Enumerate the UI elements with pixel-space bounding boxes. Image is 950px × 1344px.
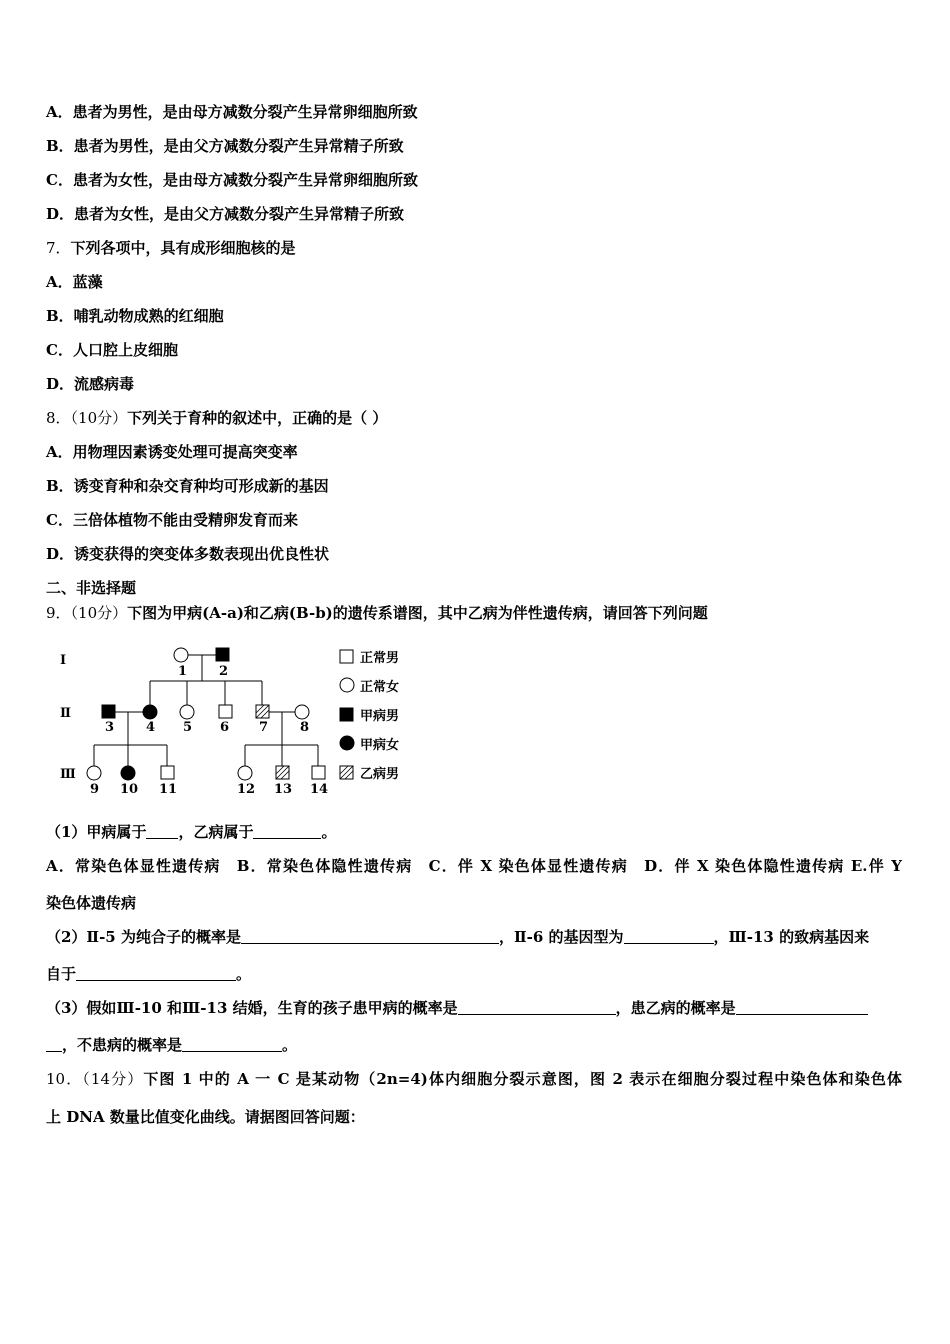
individual-number: 6 [220, 720, 230, 735]
individual-number: 1 [178, 664, 188, 679]
legend-normal-male: 正常男 [360, 651, 400, 666]
legend-affected-a-female: 甲病女 [360, 738, 400, 753]
individual-9-normal-female [87, 766, 101, 780]
q6-option-a: A．患者为男性，是由母方减数分裂产生异常卵细胞所致 [46, 103, 418, 121]
q10-stem-cont: 上 DNA 数量比值变化曲线。请据图回答问题： [46, 1108, 365, 1126]
q9-p3-text-d: 。 [282, 1036, 298, 1054]
individual-7-affected-b-male [256, 705, 269, 718]
answer-blank[interactable] [736, 998, 868, 1015]
gen-label-3: Ⅲ [60, 767, 76, 782]
q9-p2-text-e: 。 [236, 965, 252, 983]
q9-p3-text-a: （3）假如Ⅲ-10 和Ⅲ-13 结婚，生育的孩子患甲病的概率是 [46, 999, 458, 1017]
q10-stem [46, 1069, 902, 1089]
individual-number: 10 [120, 782, 139, 797]
q9-part2-cont [46, 964, 251, 984]
q9-p2-text-b: ，Ⅱ-6 的基因型为 [498, 928, 624, 946]
q9-part1-options-cont: 染色体遗传病 [46, 894, 137, 912]
q10-number: 10．（14分） [46, 1070, 144, 1088]
q8-option-c: C．三倍体植物不能由受精卵发育而来 [46, 511, 298, 529]
individual-number: 7 [259, 720, 269, 735]
q7-number: 7． [46, 239, 71, 257]
q6-option-c: C．患者为女性，是由母方减数分裂产生异常卵细胞所致 [46, 171, 418, 189]
individual-5-normal-female [180, 705, 194, 719]
individual-6-normal-male [219, 705, 232, 718]
q9-part3 [46, 998, 868, 1018]
legend-normal-male-symbol [340, 650, 353, 663]
individual-1-normal-female [174, 648, 188, 662]
q9-stem [46, 603, 708, 623]
q9-p2-text-d: 自于 [46, 965, 77, 983]
q9-p2-text-c: ，Ⅲ-13 的致病基因来 [713, 928, 870, 946]
q9-p2-text-a: （2）Ⅱ-5 为纯合子的概率是 [46, 928, 241, 946]
individual-number: 14 [310, 782, 329, 797]
individual-number: 8 [300, 720, 310, 735]
answer-blank[interactable] [146, 822, 178, 839]
q8-stem [46, 408, 387, 428]
q9-p1-text-b: ，乙病属于 [178, 823, 254, 841]
q8-number: 8．（10分） [46, 409, 128, 427]
q7-option-a: A．蓝藻 [46, 273, 103, 291]
q9-p1-text-c: 。 [321, 823, 337, 841]
individual-2-affected-a-male [216, 648, 229, 661]
individual-11-normal-male [161, 766, 174, 779]
individual-number: 4 [146, 720, 156, 735]
individual-number: 12 [237, 782, 256, 797]
q9-number: 9．（10分） [46, 604, 128, 622]
answer-blank[interactable] [624, 927, 714, 944]
answer-blank[interactable] [182, 1035, 282, 1052]
q7-option-c: C．人口腔上皮细胞 [46, 341, 178, 359]
q6-option-b: B．患者为男性，是由父方减数分裂产生异常精子所致 [46, 137, 404, 155]
legend-normal-female-symbol [340, 678, 354, 692]
gen-label-1: Ⅰ [60, 653, 67, 668]
q9-part1-options: A．常染色体显性遗传病 B．常染色体隐性遗传病 C．伴 X 染色体显性遗传病 D．伴 X 染色体隐性遗传病 E.伴 Y [46, 857, 902, 875]
individual-8-normal-female [295, 705, 309, 719]
answer-blank[interactable] [46, 1035, 62, 1052]
q9-p1-text-a: （1）甲病属于 [46, 823, 147, 841]
q8-option-d: D．诱变获得的突变体多数表现出优良性状 [46, 545, 330, 563]
q10-text: 下图 1 中的 A 一 C 是某动物（2n=4)体内细胞分裂示意图，图 2 表示在细胞分裂过程中染色体和染色体 [143, 1070, 902, 1088]
q7-text: 下列各项中，具有成形细胞核的是 [70, 239, 296, 257]
individual-number: 5 [183, 720, 193, 735]
individual-number: 3 [105, 720, 115, 735]
q6-option-d: D．患者为女性，是由父方减数分裂产生异常精子所致 [46, 205, 405, 223]
individual-number: 2 [219, 664, 229, 679]
individual-13-affected-b-male [276, 766, 289, 779]
q9-part1 [46, 822, 336, 842]
individual-number: 9 [90, 782, 100, 797]
answer-blank[interactable] [458, 998, 616, 1015]
legend-affected-a-female-symbol [340, 736, 354, 750]
legend-affected-a-male: 甲病男 [360, 709, 400, 724]
individual-4-affected-a-female [143, 705, 157, 719]
pedigree-chart [52, 640, 412, 800]
legend-normal-female: 正常女 [360, 680, 400, 695]
q7-option-b: B．哺乳动物成熟的红细胞 [46, 307, 224, 325]
q9-text: 下图为甲病(A-a)和乙病(B-b)的遗传系谱图，其中乙病为伴性遗传病，请回答下列问题 [127, 604, 708, 622]
individual-number: 13 [274, 782, 293, 797]
q8-option-a: A．用物理因素诱变处理可提高突变率 [46, 443, 298, 461]
answer-blank[interactable] [241, 927, 499, 944]
q8-option-b: B．诱变育种和杂交育种均可形成新的基因 [46, 477, 329, 495]
q9-p3-text-b: ，患乙病的概率是 [615, 999, 736, 1017]
individual-14-normal-male [312, 766, 325, 779]
section-title: 二、非选择题 [46, 579, 137, 597]
q7-option-d: D．流感病毒 [46, 375, 135, 393]
q8-text: 下列关于育种的叙述中，正确的是（ ） [127, 409, 388, 427]
gen-label-2: Ⅱ [60, 706, 71, 721]
answer-blank[interactable] [76, 964, 236, 981]
q9-part2 [46, 927, 869, 947]
individual-3-affected-a-male [102, 705, 115, 718]
q7-stem [46, 238, 296, 258]
legend-affected-b-male-symbol [340, 766, 353, 779]
q9-part3-cont [46, 1035, 297, 1055]
individual-12-normal-female [238, 766, 252, 780]
q9-p3-text-c: ，不患病的概率是 [62, 1036, 183, 1054]
legend-affected-a-male-symbol [340, 708, 353, 721]
answer-blank[interactable] [253, 822, 321, 839]
legend-affected-b-male: 乙病男 [360, 767, 400, 782]
individual-10-affected-a-female [121, 766, 135, 780]
individual-number: 11 [159, 782, 178, 797]
